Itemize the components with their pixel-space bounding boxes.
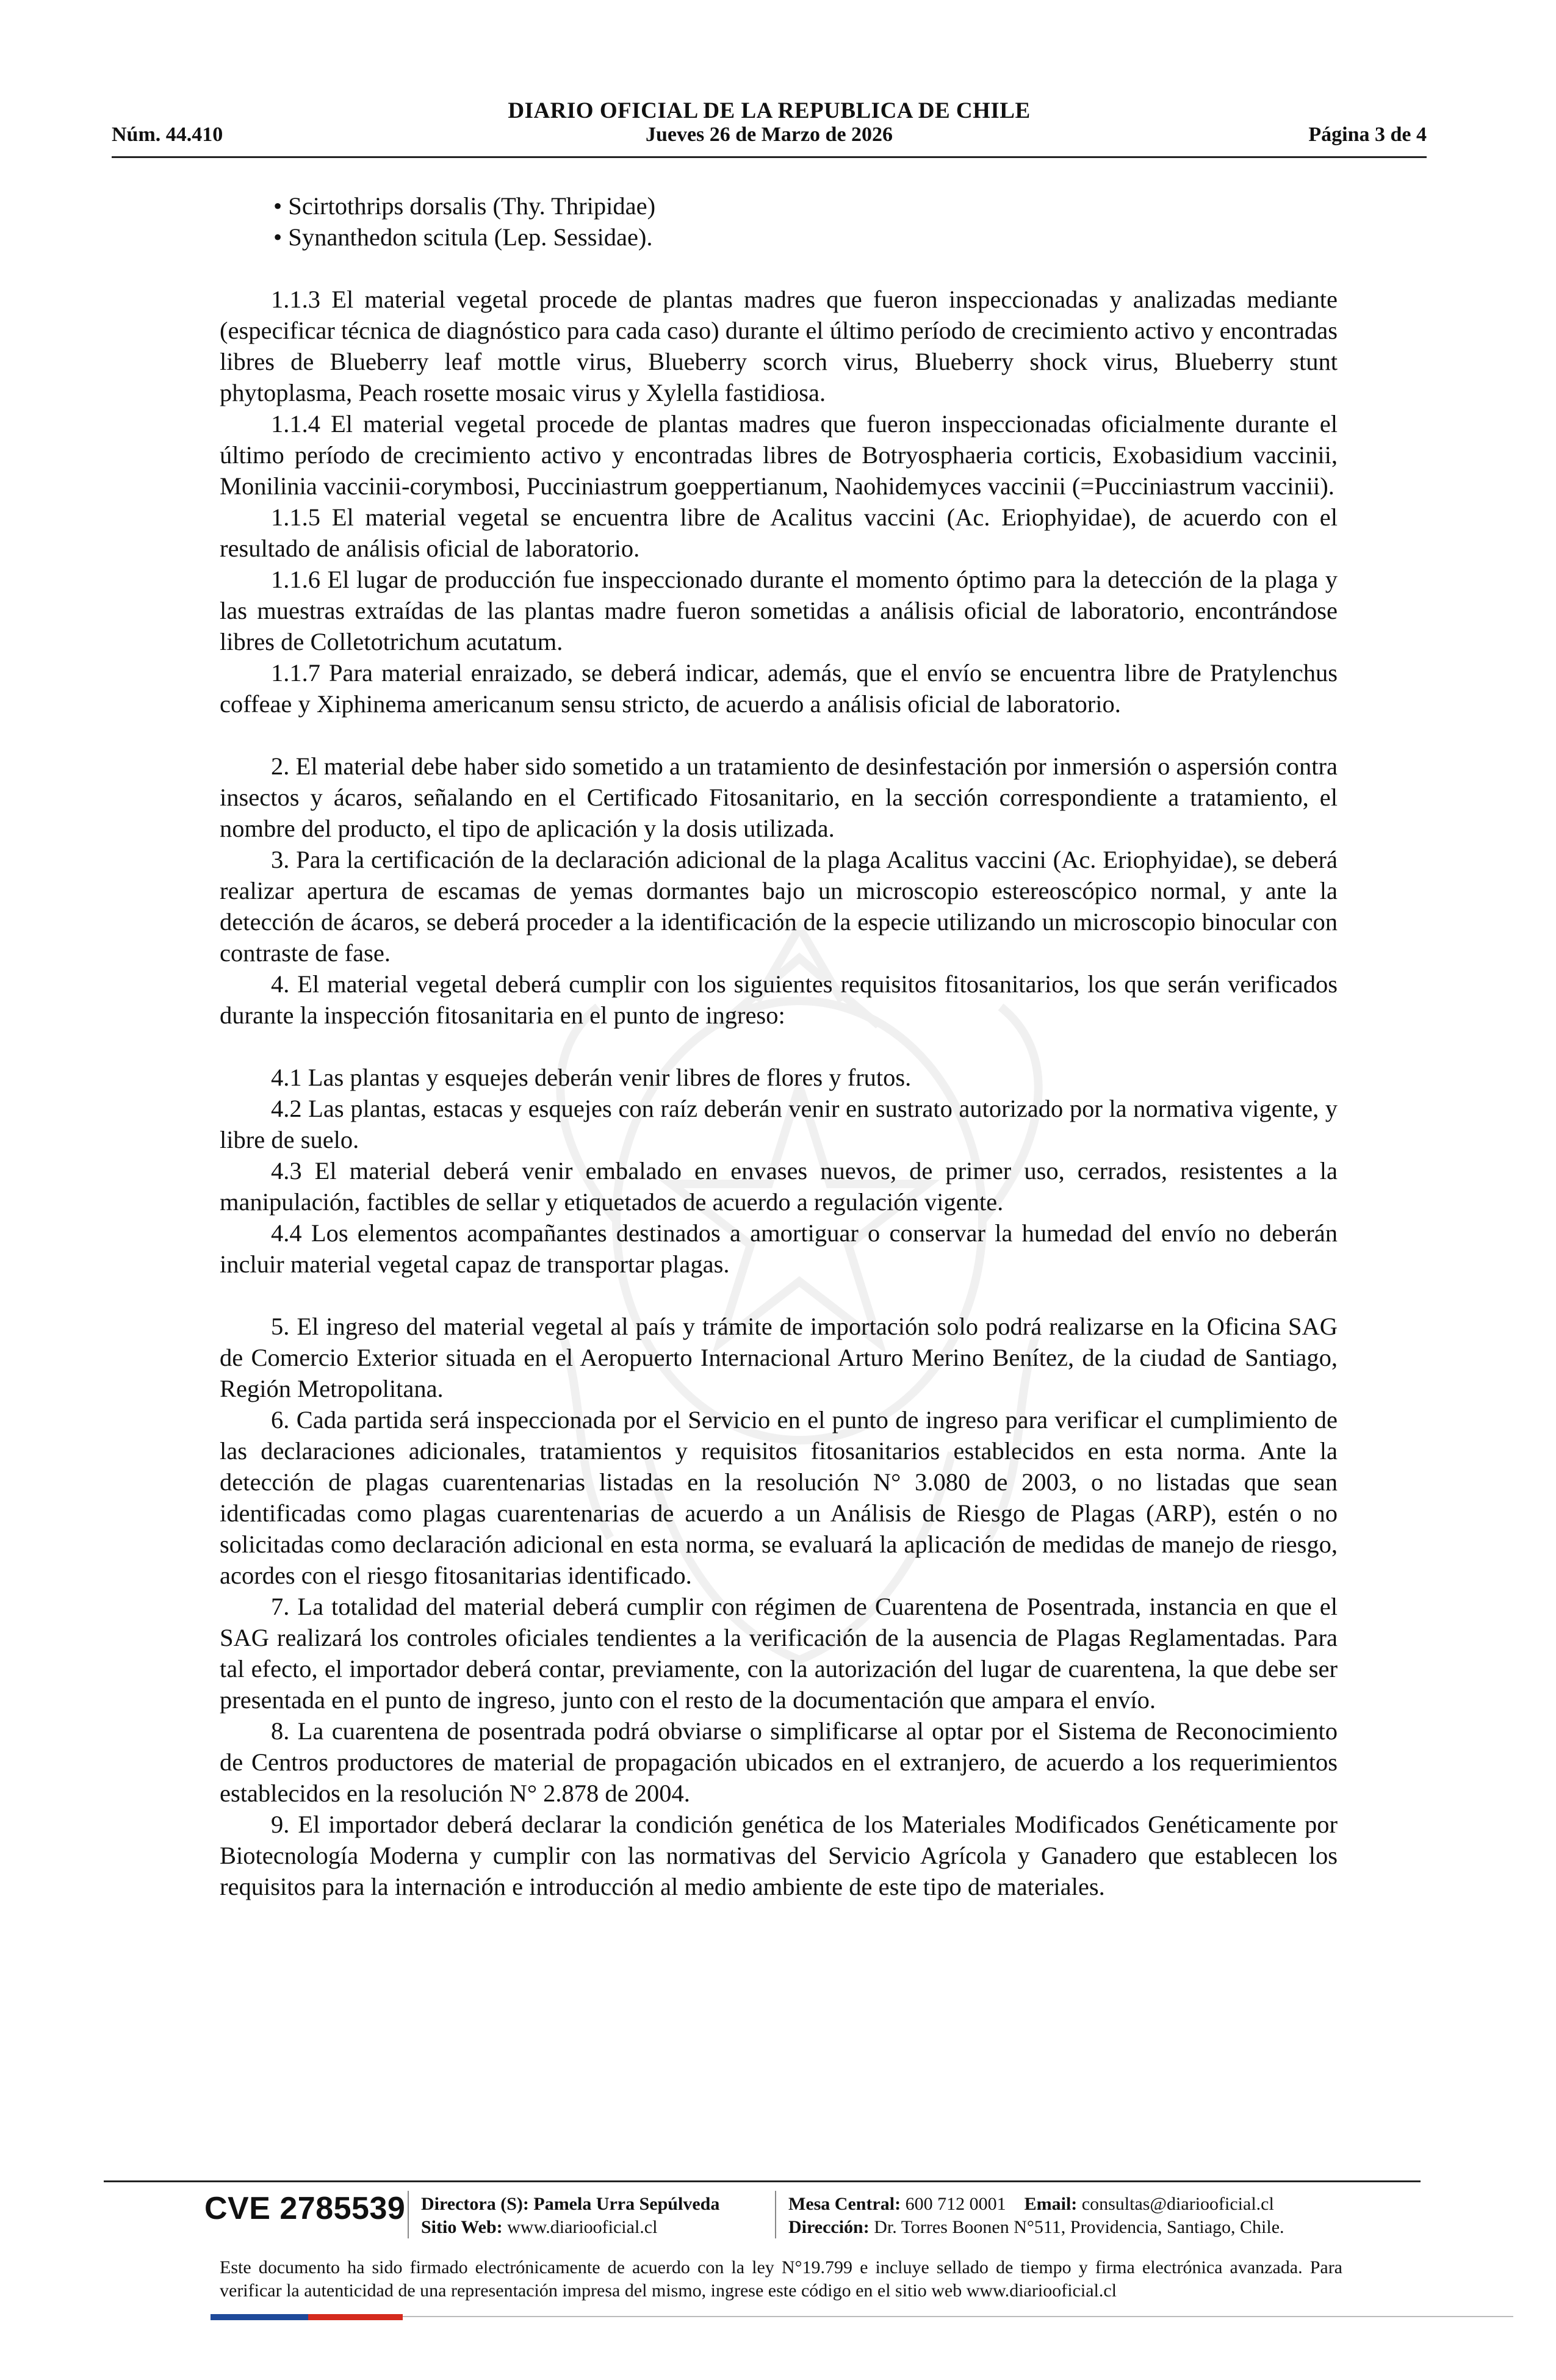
paragraph-4: 4. El material vegetal deberá cumplir con los siguientes requisitos fitosanitarios, los que serán verificados durante la inspección fitosanitaria en el punto de ingreso: bbox=[220, 970, 1338, 1029]
paragraph-6: 6. Cada partida será inspeccionada por el Servicio en el punto de ingreso para verificar el cumplimiento de las declaraciones adicionales, tratamientos y requisitos fitosanitarios establecidos en esta norma. Ante la detección de plagas cuarentenarias listadas en la resolución N° 3.080 de 2003, o no listadas que sean identificadas como plagas cuarentenarias de acuerdo a un Análisis de Riesgo de Plagas (ARP), estén o no solicitadas como declaración adicional en esta norma, se evaluará la aplicación de medidas de manejo de riesgo, acordes con el riesgo fitosanitarias identificado. bbox=[220, 1406, 1338, 1589]
address: Dr. Torres Boonen N°511, Providencia, Santiago, Chile. bbox=[874, 2217, 1284, 2237]
paragraph-8: 8. La cuarentena de posentrada podrá obviarse o simplificarse al optar por el Sistema de Reconocimiento de Centros productores de material de propagación ubicados en el extranjero, de acuerdo a los requerimientos establecidos en la resolución N° 2.878 de 2004. bbox=[220, 1717, 1338, 1807]
phone-number: 600 712 0001 bbox=[905, 2194, 1006, 2214]
page-header bbox=[112, 92, 1427, 159]
address-label: Dirección: bbox=[788, 2217, 870, 2237]
director-name: Directora (S): Pamela Urra Sepúlveda bbox=[421, 2194, 720, 2214]
paragraph-1-1-5: 1.1.5 El material vegetal se encuentra libre de Acalitus vaccini (Ac. Eriophyidae), de acuerdo con el resultado de análisis oficial de laboratorio. bbox=[220, 503, 1338, 562]
paragraph-4-4: 4.4 Los elementos acompañantes destinados a amortiguar o conservar la humedad del envío no deberán incluir material vegetal capaz de transportar plagas. bbox=[220, 1219, 1338, 1278]
email-link[interactable]: consultas@diariooficial.cl bbox=[1081, 2194, 1274, 2214]
footer-director-block bbox=[421, 2193, 719, 2239]
paragraph-7: 7. La totalidad del material deberá cumplir con régimen de Cuarentena de Posentrada, instancia en que el SAG realizará los controles oficiales tendientes a la verificación de la ausencia de Plagas Reglamentadas. Para tal efecto, el importador deberá contar, previamente, con la autorización del lugar de cuarentena, la que debe ser presentada en el punto de ingreso, junto con el resto de la documentación que ampara el envío. bbox=[220, 1593, 1338, 1714]
flag-stripe-red bbox=[308, 2314, 403, 2320]
newspaper-title: DIARIO OFICIAL DE LA REPUBLICA DE CHILE bbox=[508, 98, 1031, 123]
issue-number: Núm. 44.410 bbox=[112, 123, 223, 146]
cve-code: CVE 2785539 bbox=[204, 2191, 406, 2226]
phone-label: Mesa Central: bbox=[788, 2194, 901, 2214]
paragraph-1-1-3: 1.1.3 El material vegetal procede de plantas madres que fueron inspeccionadas y analizadas mediante (especificar técnica de diagnóstico para cada caso) durante el último período de crecimiento activo y encontradas libres de Blueberry leaf mottle virus, Blueberry scorch virus, Blueberry shock virus, Blueberry stunt phytoplasma, Peach rosette mosaic virus y Xylella fastidiosa. bbox=[220, 286, 1338, 406]
footer-separator bbox=[775, 2191, 776, 2238]
paragraph-1-1-4: 1.1.4 El material vegetal procede de plantas madres que fueron inspeccionadas oficialmente durante el último período de crecimiento activo y encontradas libres de Botryosphaeria corticis, Exobasidium vaccinii, Monilinia vaccinii-corymbosi, Pucciniastrum goeppertianum, Naohidemyces vaccinii (=Pucciniastrum vaccinii). bbox=[220, 410, 1338, 500]
paragraph-4-1: 4.1 Las plantas y esquejes deberán venir libres de flores y frutos. bbox=[271, 1064, 912, 1091]
list-item: • Synanthedon scitula (Lep. Sessidae). bbox=[273, 223, 653, 251]
page-indicator: Página 3 de 4 bbox=[1308, 123, 1427, 146]
electronic-signature-notice: Este documento ha sido firmado electrónicamente de acuerdo con la ley N°19.799 e incluye sellado de tiempo y firma electrónica avanzada. Para verificar la autenticidad de una representación impresa del mismo, ingrese este código en el sitio web www.diariooficial.cl bbox=[220, 2257, 1342, 2301]
footer-separator bbox=[408, 2191, 409, 2238]
paragraph-1-1-7: 1.1.7 Para material enraizado, se deberá indicar, además, que el envío se encuentra libre de Pratylenchus coffeae y Xiphinema americanum sensu stricto, de acuerdo a análisis oficial de laboratorio. bbox=[220, 659, 1338, 718]
footer-bottom-rule bbox=[214, 2316, 1513, 2317]
email-label: Email: bbox=[1024, 2194, 1078, 2214]
paragraph-2: 2. El material debe haber sido sometido a un tratamiento de desinfestación por inmersión o aspersión contra insectos y ácaros, señalando en el Certificado Fitosanitario, en la sección correspondiente a tratamiento, el nombre del producto, el tipo de aplicación y la dosis utilizada. bbox=[220, 752, 1338, 842]
paragraph-3: 3. Para la certificación de la declaración adicional de la plaga Acalitus vaccini (Ac. Eriophyidae), se deberá realizar apertura de escamas de yemas dormantes bajo un microscopio estereoscópico normal, y ante la detección de ácaros, se deberá proceder a la identificación de la especie utilizando un microscopio binocular con contraste de fase. bbox=[220, 846, 1338, 967]
flag-stripe-blue bbox=[211, 2314, 308, 2320]
issue-date: Jueves 26 de Marzo de 2026 bbox=[645, 123, 893, 146]
website-label: Sitio Web: bbox=[421, 2217, 503, 2237]
paragraph-4-2: 4.2 Las plantas, estacas y esquejes con raíz deberán venir en sustrato autorizado por la normativa vigente, y libre de suelo. bbox=[220, 1095, 1338, 1153]
paragraph-1-1-6: 1.1.6 El lugar de producción fue inspeccionado durante el momento óptimo para la detección de la plaga y las muestras extraídas de las plantas madre fueron sometidas a análisis oficial de laboratorio, encontrándose libres de Colletotrichum acutatum. bbox=[220, 566, 1338, 655]
header-divider bbox=[112, 156, 1427, 158]
paragraph-4-3: 4.3 El material deberá venir embalado en envases nuevos, de primer uso, cerrados, resistentes a la manipulación, factibles de sellar y etiquetados de acuerdo a regulación vigente. bbox=[220, 1157, 1338, 1216]
paragraph-9: 9. El importador deberá declarar la condición genética de los Materiales Modificados Genéticamente por Biotecnología Moderna y cumplir con las normativas del Servicio Agrícola y Ganadero que establecen los requisitos para la internación e introducción al medio ambiente de este tipo de materiales. bbox=[220, 1811, 1338, 1900]
footer-contact-block bbox=[788, 2193, 1284, 2239]
list-item: • Scirtothrips dorsalis (Thy. Thripidae) bbox=[273, 192, 656, 220]
document-body bbox=[220, 190, 1338, 1902]
website-link[interactable]: www.diariooficial.cl bbox=[507, 2217, 658, 2237]
footer-divider bbox=[104, 2180, 1421, 2182]
paragraph-5: 5. El ingreso del material vegetal al país y trámite de importación solo podrá realizarse en la Oficina SAG de Comercio Exterior situada en el Aeropuerto Internacional Arturo Merino Benítez, de la ciudad de Santiago, Región Metropolitana. bbox=[220, 1313, 1338, 1402]
